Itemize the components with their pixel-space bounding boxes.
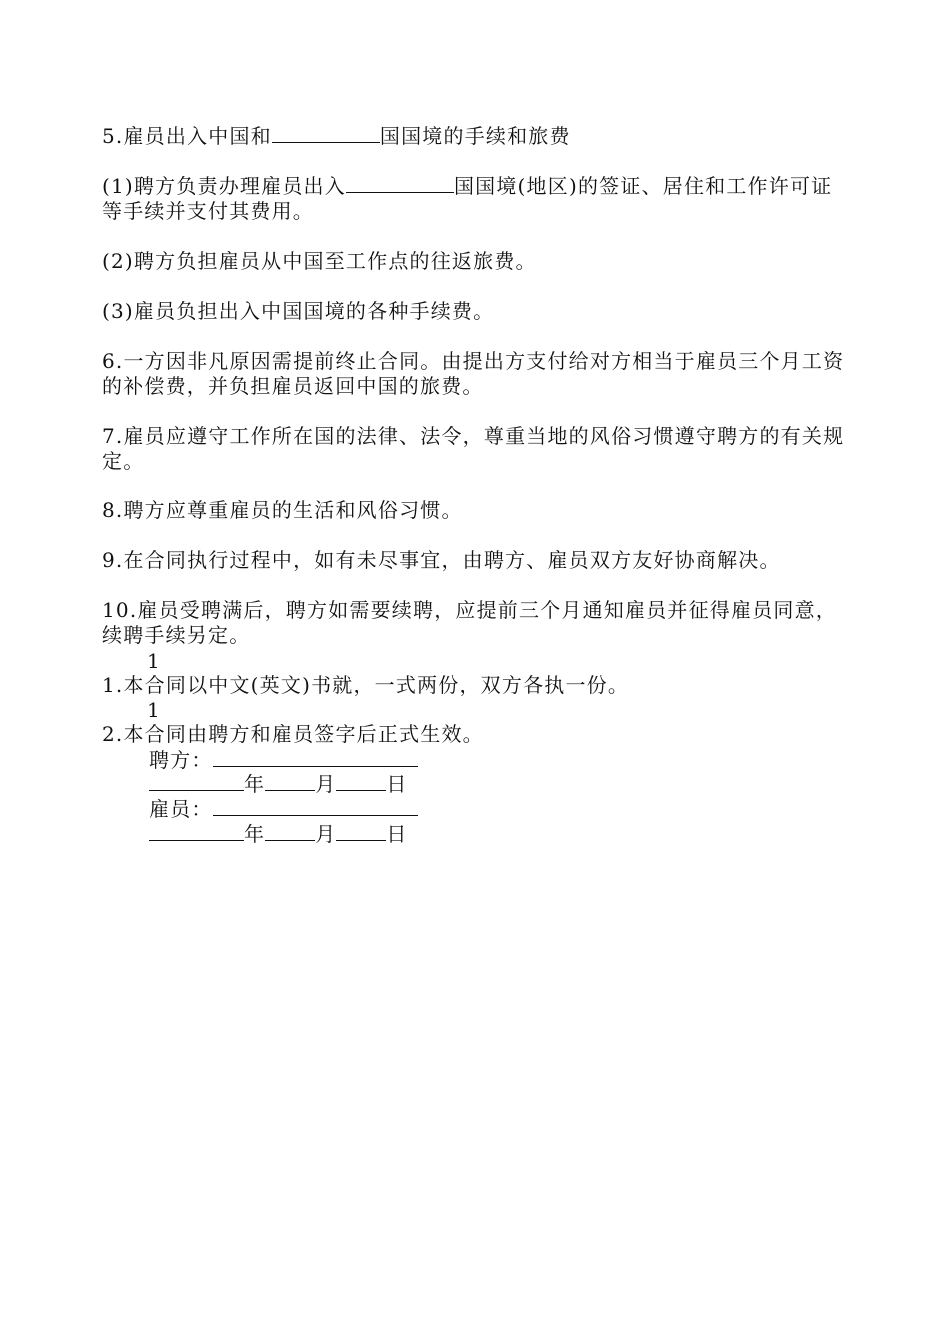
employer-month-blank — [265, 772, 315, 791]
employee-date-line — [149, 822, 408, 846]
section-marker-2: 1 — [147, 698, 160, 722]
clause-5-3: (3)雇员负担出入中国国境的各种手续费。 — [102, 299, 495, 323]
clause-11: 1.本合同以中文(英文)书就，一式两份，双方各执一份。 — [102, 673, 630, 697]
employer-day-blank — [336, 772, 386, 791]
clause-6: 6.一方因非凡原因需提前终止合同。由提出方支付给对方相当于雇员三个月工资的补偿费，并负担雇员返回中国的旅费。 — [102, 349, 845, 398]
employee-signature-line — [149, 797, 418, 821]
employee-month-blank — [265, 822, 315, 841]
clause-10: 10.雇员受聘满后，聘方如需要续聘，应提前三个月通知雇员并征得雇员同意，续聘手续另定。 — [102, 598, 838, 647]
employer-signature-blank — [213, 748, 418, 767]
clause-9: 9.在合同执行过程中，如有未尽事宜，由聘方、雇员双方友好协商解决。 — [102, 548, 781, 572]
employee-year-label: 年 — [244, 822, 266, 846]
clause-8: 8.聘方应尊重雇员的生活和风俗习惯。 — [102, 498, 463, 522]
clause-5-text-end: 国国境的手续和旅费 — [379, 124, 571, 148]
employer-label: 聘方： — [149, 748, 213, 772]
employer-month-label: 月 — [315, 772, 337, 796]
clause-5-1-text-end: 国国境(地区)的签证、居住和工作许可证等手续并支付其费用。 — [102, 174, 833, 223]
clause-5-2: (2)聘方负担雇员从中国至工作点的往返旅费。 — [102, 249, 537, 273]
clause-7: 7.雇员应遵守工作所在国的法律、法令，尊重当地的风俗习惯遵守聘方的有关规定。 — [102, 424, 845, 473]
blank-country-1 — [272, 124, 380, 143]
employee-day-blank — [336, 822, 386, 841]
section-marker-1: 1 — [147, 649, 160, 673]
employee-label: 雇员： — [149, 797, 213, 821]
employer-signature-line — [149, 748, 418, 772]
clause-5-text-start: 5.雇员出入中国和 — [102, 124, 272, 148]
employee-month-label: 月 — [315, 822, 337, 846]
employee-day-label: 日 — [386, 822, 408, 846]
clause-12: 2.本合同由聘方和雇员签字后正式生效。 — [102, 722, 484, 746]
clause-5-1 — [102, 174, 850, 224]
employer-day-label: 日 — [386, 772, 408, 796]
employee-signature-blank — [213, 797, 418, 816]
employer-date-line — [149, 772, 408, 796]
employer-year-label: 年 — [244, 772, 266, 796]
clause-5-1-text-start: (1)聘方负责办理雇员出入 — [102, 174, 346, 198]
blank-country-2 — [346, 174, 454, 193]
clause-5 — [102, 124, 850, 149]
employer-year-blank — [149, 772, 244, 791]
employee-year-blank — [149, 822, 244, 841]
